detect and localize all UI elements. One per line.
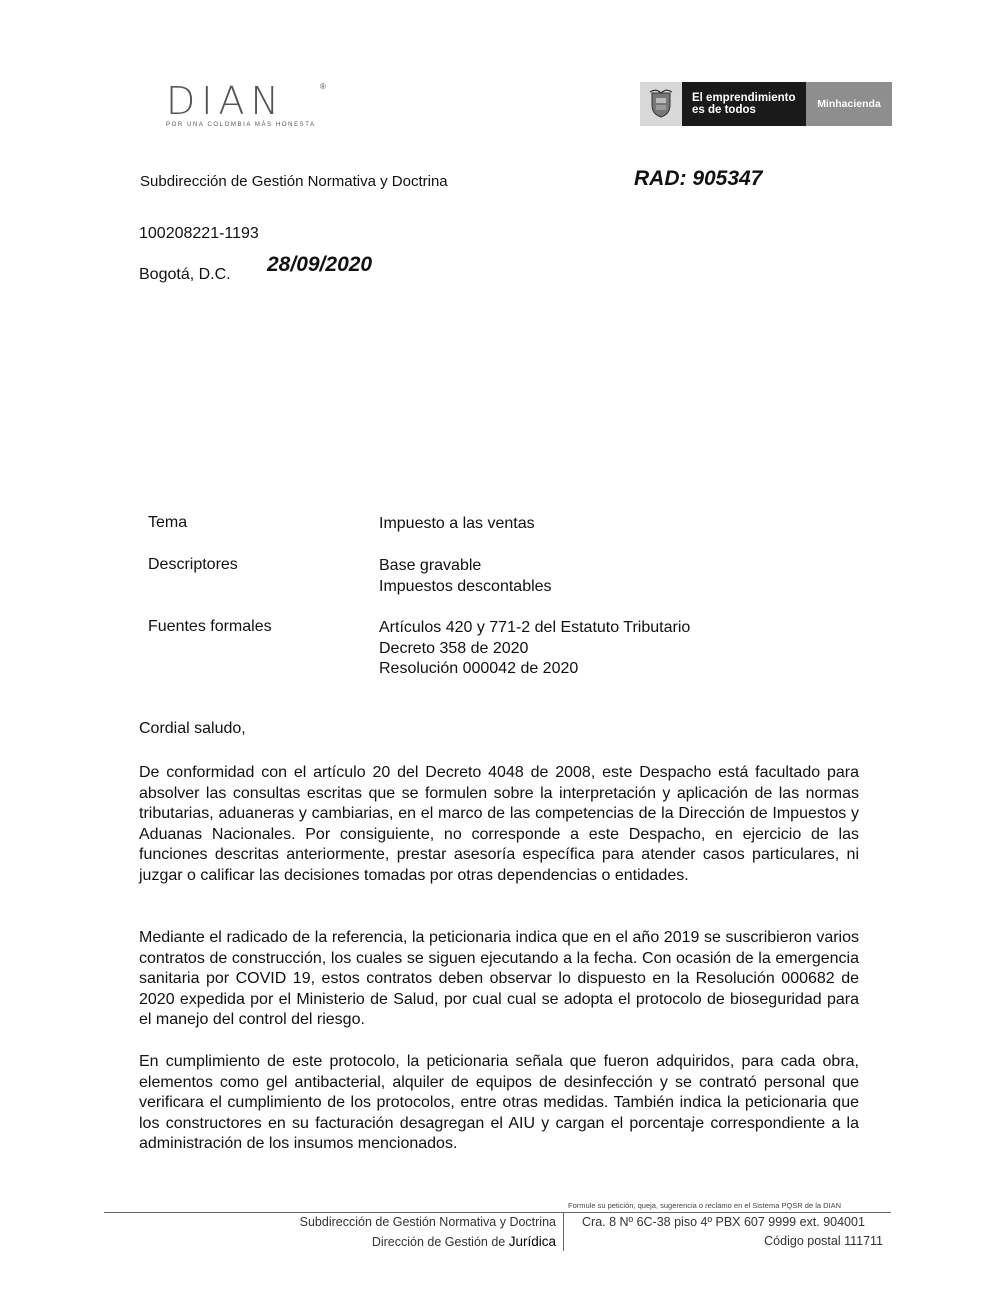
footer-vertical-divider — [563, 1213, 564, 1251]
fuentes-values — [379, 618, 690, 680]
fuente-item: Decreto 358 de 2020 — [379, 639, 529, 657]
footer-direction-prefix: Dirección de Gestión de — [371, 1235, 509, 1249]
city: Bogotá, D.C. — [139, 266, 231, 283]
coat-of-arms-icon — [640, 82, 682, 126]
government-banner — [640, 82, 892, 126]
footer-note: Formule su petición, queja, sugerencia o reclamo en el Sistema PQSR de la DIAN — [568, 1201, 842, 1210]
rad-number: RAD: 905347 — [634, 167, 763, 190]
footer-office: Subdirección de Gestión Normativa y Doctrina — [299, 1215, 556, 1229]
descriptores-values — [379, 556, 552, 597]
footer-address: Cra. 8 Nº 6C-38 piso 4º PBX 607 9999 ext. 904001 — [582, 1215, 865, 1229]
gov-slogan — [682, 82, 806, 126]
descriptor-item: Base gravable — [379, 557, 482, 574]
greeting: Cordial saludo, — [139, 720, 246, 737]
dian-logo — [166, 79, 326, 130]
descriptor-item: Impuestos descontables — [379, 577, 552, 595]
dian-tagline: POR UNA COLOMBIA MÁS HONESTA — [166, 122, 316, 128]
footer-direction — [372, 1234, 556, 1249]
body-paragraph: De conformidad con el artículo 20 del Decreto 4048 de 2008, este Despacho está facultado para absolver las consultas escritas que se formulen sobre la interpretación y aplicación de las normas tributarias, aduaneras y cambiarias, en el marco de las competencias de la Dirección de Impuestos y Aduanas Nacionales. Por consiguiente, no corresponde a este Despacho, en ejercicio de las funciones descritas anteriormente, prestar asesoría específica para atender casos particulares, ni juzgar o calificar las decisiones tomadas por otras dependencias o entidades. — [139, 764, 859, 884]
tema-label: Tema — [148, 514, 188, 531]
reference-number: 100208221-1193 — [139, 225, 259, 242]
gov-slogan-line1: El emprendimiento — [692, 92, 796, 104]
fuentes-label: Fuentes formales — [148, 618, 272, 635]
office-name: Subdirección de Gestión Normativa y Doctrina — [140, 173, 448, 190]
document-date: 28/09/2020 — [267, 253, 373, 276]
fuente-item: Artículos 420 y 771-2 del Estatuto Tributario — [379, 619, 691, 636]
tema-value: Impuesto a las ventas — [379, 515, 535, 532]
fuente-item: Resolución 000042 de 2020 — [379, 660, 579, 677]
gov-slogan-line2: es de todos — [692, 104, 756, 116]
body-paragraph: En cumplimiento de este protocolo, la peticionaria señala que fueron adquiridos, para cada obra, elementos como gel antibacterial, alquiler de equipos de desinfección y se contrató personal que verificara el cumplimiento de los protocolos, entre otras medidas. También indica la peticionaria que los constructores en su facturación desagregan el AIU y cargan el porcentaje correspondiente a la administración de los insumos mencionados. — [139, 1053, 859, 1152]
dian-logo-word: DIAN — [166, 79, 285, 123]
footer-postal-code: Código postal 111711 — [764, 1234, 883, 1248]
descriptores-label: Descriptores — [148, 556, 238, 573]
body-paragraph: Mediante el radicado de la referencia, la peticionaria indica que en el año 2019 se suscribieron varios contratos de construcción, los cuales se siguen ejecutando a la fecha. Con ocasión de la emergencia sanitaria por COVID 19, estos contratos deben observar lo dispuesto en la Resolución 000682 de 2020 expedida por el Ministerio de Salud, por cual cual se adopta el protocolo de bioseguridad para el manejo del control del riesgo. — [139, 929, 859, 1028]
registered-mark: ® — [320, 82, 326, 91]
footer-divider-line — [104, 1212, 891, 1213]
ministry-label: Minhacienda — [806, 82, 892, 126]
footer-direction-name: Jurídica — [508, 1234, 556, 1249]
